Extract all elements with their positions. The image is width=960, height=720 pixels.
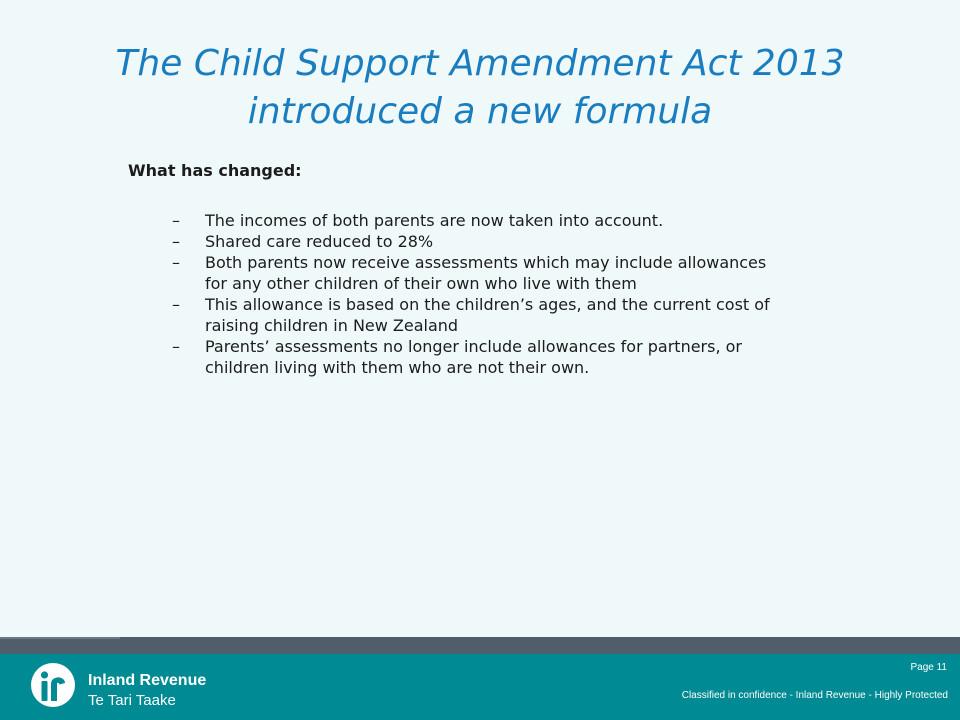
logo-dot [41,671,48,678]
bullet-item [172,231,782,252]
bullet-dash: – [172,232,180,251]
bullet-item [172,294,782,336]
bullet-dash: – [172,337,180,356]
brand-subtitle: Te Tari Taake [88,692,176,709]
footer-strip-highlight [0,637,120,639]
bullet-dash: – [172,295,180,314]
bullet-item [172,336,782,378]
slide-title-line-2: introduced a new formula [247,91,713,132]
page-number: Page 11 [910,662,947,673]
brand-name: Inland Revenue [88,672,207,689]
subheading: What has changed: [128,161,302,180]
classification-notice: Classified in confidence - Inland Revenue - Highly Protected [681,690,948,701]
bullet-list [172,210,782,378]
footer-divider-strip [0,637,960,654]
bullet-item [172,210,782,231]
bullet-dash: – [172,211,180,230]
bullet-text: Parents’ assessments no longer include allowances for partners, or children living with them who are not their own. [205,337,743,377]
logo-stem-i [42,681,48,701]
bullet-text: Both parents now receive assessments which may include allowances for any other children of their own who live with them [205,253,767,293]
bullet-item [172,252,782,294]
bullet-dash: – [172,253,180,272]
inland-revenue-ir-logo-icon [30,662,76,708]
bullet-text: This allowance is based on the children’s ages, and the current cost of raising children in New Zealand [205,295,770,335]
bullet-text: The incomes of both parents are now taken into account. [205,211,664,230]
slide-title-line-1: The Child Support Amendment Act 2013 [115,43,845,84]
bullet-text: Shared care reduced to 28% [205,232,434,251]
slide-title [40,40,920,136]
